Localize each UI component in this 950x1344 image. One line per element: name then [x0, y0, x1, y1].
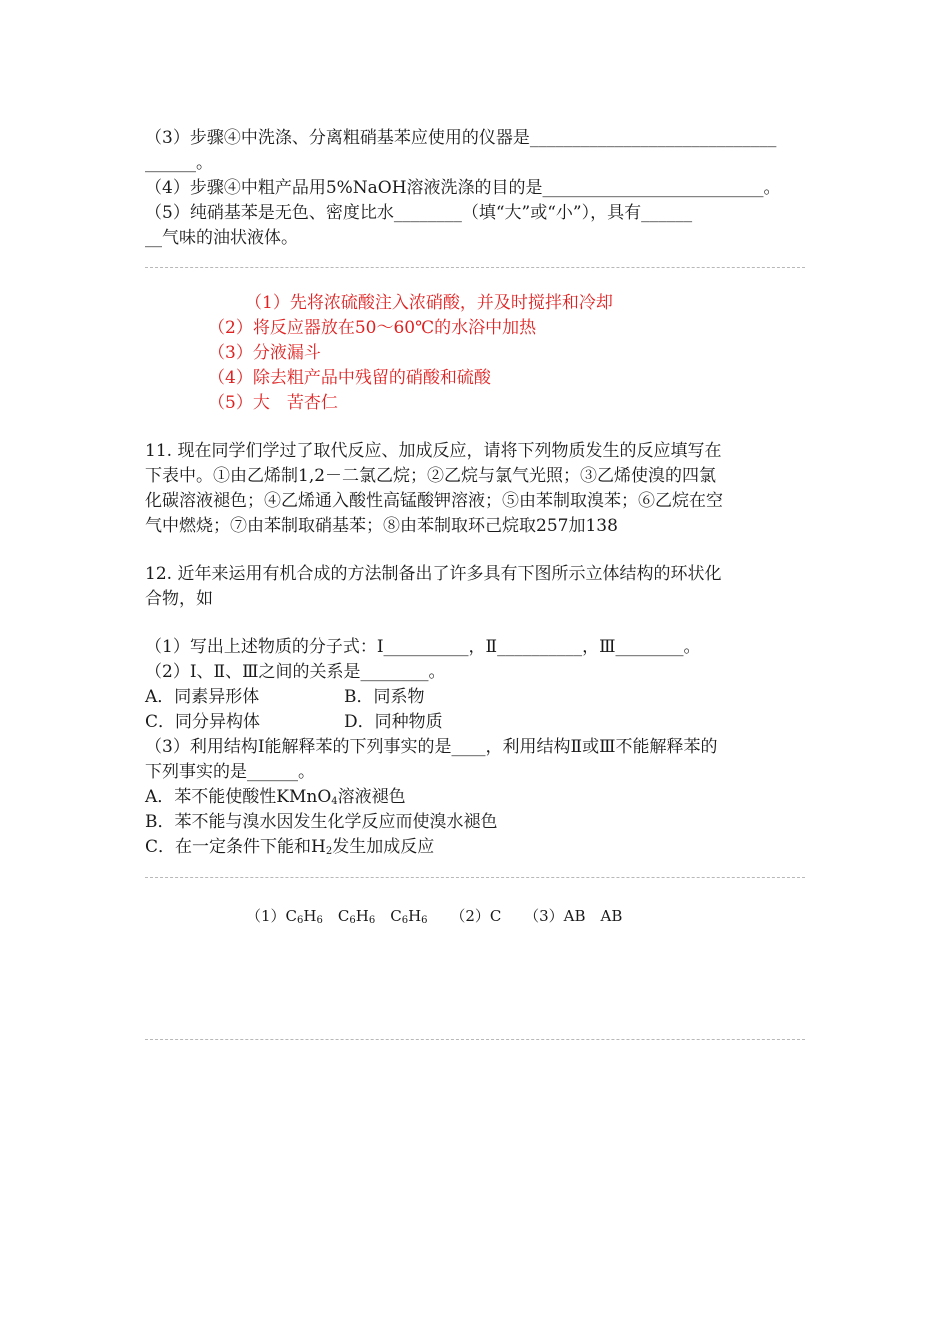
answer10-line4: （4）除去粗产品中残留的硝酸和硫酸 — [208, 368, 491, 388]
subscript: 6 — [421, 915, 428, 926]
divider — [145, 1039, 805, 1040]
q11-line2: 下表中。①由乙烯制1,2－二氯乙烷；②乙烷与氯气光照；③乙烯使溴的四氯 — [145, 466, 717, 486]
q11-line4: 气中燃烧；⑦由苯制取硝基苯；⑧由苯制取环己烷取257加138 — [145, 516, 618, 536]
q10-part5-line2: __气味的油状液体。 — [145, 228, 298, 248]
subscript: 6 — [316, 915, 323, 926]
answer12 — [246, 904, 622, 933]
answer10-line3: （3）分液漏斗 — [208, 343, 321, 363]
q12-part3-line2: 下列事实的是______。 — [145, 762, 315, 782]
q12-part2: （2）Ⅰ、Ⅱ、Ⅲ之间的关系是________。 — [145, 662, 446, 682]
answer10-line1: （1）先将浓硫酸注入浓硝酸，并及时搅拌和冷却 — [245, 293, 613, 313]
q12-part1: （1）写出上述物质的分子式：Ⅰ__________，Ⅱ__________，Ⅲ________。 — [145, 637, 701, 657]
separator: C — [375, 907, 402, 925]
answer12-part1: （1）C — [246, 907, 298, 925]
subscript: 6 — [401, 915, 409, 926]
hydrogen: H — [303, 907, 317, 925]
subscript: 6 — [297, 915, 304, 926]
subscript: 6 — [368, 915, 376, 926]
q11-line1: 11. 现在同学们学过了取代反应、加成反应，请将下列物质发生的反应填写在 — [145, 441, 722, 461]
hydrogen: H — [408, 907, 422, 925]
hydrogen: H — [355, 907, 369, 925]
answer12-part2: （2）C — [450, 907, 502, 925]
q12-intro-line1: 12. 近年来运用有机合成的方法制备出了许多具有下图所示立体结构的环状化 — [145, 564, 722, 584]
q12-fact-a-tail: 溶液褪色 — [337, 787, 406, 807]
q10-part5-line1: （5）纯硝基苯是无色、密度比水________（填“大”或“小”），具有______ — [145, 203, 693, 223]
q12-option-b: B．同系物 — [344, 687, 425, 707]
q12-fact-c-tail: 发生加成反应 — [332, 837, 435, 857]
q12-fact-b: B．苯不能与溴水因发生化学反应而使溴水褪色 — [145, 812, 498, 832]
q12-fact-a-text: A．苯不能使酸性KMnO — [145, 787, 332, 807]
answer10-line2: （2）将反应器放在50～60℃的水浴中加热 — [208, 318, 537, 338]
q12-option-d: D．同种物质 — [344, 712, 443, 732]
subscript: 2 — [325, 846, 333, 857]
q12-fact-c — [145, 835, 434, 864]
divider — [145, 267, 805, 268]
q12-part3-line1: （3）利用结构Ⅰ能解释苯的下列事实的是____，利用结构Ⅱ或Ⅲ不能解释苯的 — [145, 737, 718, 757]
q12-intro-line2: 合物，如 — [145, 589, 213, 609]
divider — [145, 877, 805, 878]
q11-line3: 化碳溶液褪色；④乙烯通入酸性高锰酸钾溶液；⑤由苯制取溴苯；⑥乙烷在空 — [145, 491, 723, 511]
q12-option-c: C．同分异构体 — [145, 712, 261, 732]
q10-part3-line2: ______。 — [145, 153, 213, 173]
answer10-line5: （5）大 苦杏仁 — [208, 393, 338, 413]
separator: C — [322, 907, 350, 925]
q12-option-a: A．同素异形体 — [145, 687, 260, 707]
q10-part3-line1: （3）步骤④中洗涤、分离粗硝基苯应使用的仪器是_____________________________ — [145, 128, 777, 148]
q10-part4: （4）步骤④中粗产品用5%NaOH溶液洗涤的目的是__________________________。 — [145, 178, 781, 198]
answer12-part3: （3）AB AB — [524, 907, 623, 925]
q12-fact-c-text: C．在一定条件下能和H — [145, 837, 326, 857]
subscript: 4 — [331, 796, 338, 807]
subscript: 6 — [349, 915, 356, 926]
